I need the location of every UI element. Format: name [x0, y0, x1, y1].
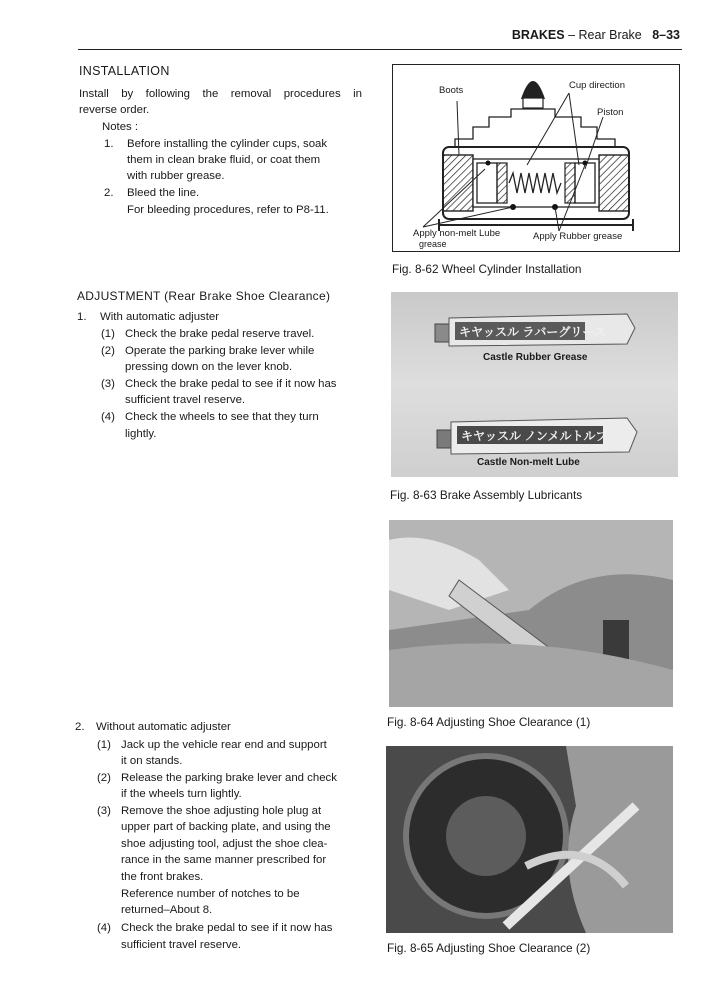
label-cup-direction: Cup direction [569, 80, 625, 91]
shoe-clearance-photo-2 [386, 746, 673, 933]
left-boot [443, 155, 473, 211]
notes-label: Notes : [102, 121, 139, 133]
step2-4-number: (4) [97, 922, 111, 934]
step1-3-line2: sufficient travel reserve. [125, 394, 246, 406]
wheel-cylinder-diagram [392, 64, 680, 252]
step2-2-number: (2) [97, 772, 111, 784]
step2-number: 2. [75, 721, 85, 733]
step1-2-line2: pressing down on the lever knob. [125, 361, 293, 373]
step1-1-number: (1) [101, 328, 115, 340]
left-piston [477, 163, 497, 203]
step2-3-line4: rance in the same manner prescribed for [121, 854, 327, 866]
step2-2-line2: if the wheels turn lightly. [121, 788, 242, 800]
label-piston: Piston [597, 107, 624, 118]
page-header [512, 28, 680, 42]
step2-3-line5: the front brakes. [121, 871, 204, 883]
step1-4-line2: lightly. [125, 428, 157, 440]
note1-number: 1. [104, 138, 114, 150]
step1-4-number: (4) [101, 411, 115, 423]
right-boot [599, 155, 629, 211]
step1-number: 1. [77, 311, 87, 323]
fig65-caption: Fig. 8-65 Adjusting Shoe Clearance (2) [387, 941, 591, 955]
adjustment-heading: ADJUSTMENT (Rear Brake Shoe Clearance) [77, 289, 331, 303]
tube1-japanese-label: キヤッスル ラバーグリース [459, 325, 606, 339]
fig63-caption: Fig. 8-63 Brake Assembly Lubricants [390, 488, 583, 502]
note2-line1: Bleed the line. [127, 187, 200, 199]
step2-3-line6: Reference number of notches to be [121, 888, 300, 900]
fig62-caption: Fig. 8-62 Wheel Cylinder Installation [392, 262, 582, 276]
step1-3-number: (3) [101, 378, 115, 390]
step1-3-line1: Check the brake pedal to see if it now has [125, 378, 337, 390]
installation-intro-line2: reverse order. [79, 104, 150, 116]
step2-3-line3: shoe adjusting tool, adjust the shoe clea- [121, 838, 328, 850]
tube2-japanese-label: キヤッスル ノンメルトルブ [461, 429, 608, 443]
step2-3-line1: Remove the shoe adjusting hole plug at [121, 805, 322, 817]
step2-3-line2: upper part of backing plate, and using the [121, 821, 331, 833]
note1-line1: Before installing the cylinder cups, soak [127, 138, 328, 150]
note2-line2: For bleeding procedures, refer to P8-11. [127, 204, 329, 216]
step2-4-line2: sufficient travel reserve. [121, 939, 242, 951]
step2-3-number: (3) [97, 805, 111, 817]
label-boots: Boots [439, 85, 464, 96]
label-nonmelt-line2: grease [419, 239, 447, 249]
step1-4-line1: Check the wheels to see that they turn [125, 411, 319, 423]
note1-line3: with rubber grease. [127, 170, 225, 182]
step1-1-text: Check the brake pedal reserve travel. [125, 328, 315, 340]
step2-4-line1: Check the brake pedal to see if it now has [121, 922, 333, 934]
fig64-caption: Fig. 8-64 Adjusting Shoe Clearance (1) [387, 715, 591, 729]
header-subsection: – Rear Brake [568, 28, 642, 42]
note1-line2: them in clean brake fluid, or coat them [127, 154, 321, 166]
note2-number: 2. [104, 187, 114, 199]
lubricant-tubes-drawing [391, 292, 678, 477]
tube2-label: Castle Non-melt Lube [477, 457, 580, 468]
label-nonmelt-line1: Apply non-melt Lube [413, 228, 501, 239]
step2-3-line7: returned–About 8. [121, 904, 213, 916]
step2-1-line1: Jack up the vehicle rear end and support [121, 739, 327, 751]
parking-lever-drawing [389, 520, 673, 707]
header-rule [78, 49, 682, 50]
tube1-label: Castle Rubber Grease [483, 352, 588, 363]
step2-1-line2: it on stands. [121, 755, 183, 767]
step1-2-number: (2) [101, 345, 115, 357]
step2-title: Without automatic adjuster [96, 721, 231, 733]
step1-title: With automatic adjuster [100, 311, 220, 323]
wheel-cylinder-drawing [393, 65, 679, 251]
lubricants-photo [391, 292, 678, 477]
installation-heading: INSTALLATION [79, 64, 170, 78]
step2-1-number: (1) [97, 739, 111, 751]
installation-intro-line1: Install by following the removal procedures in [79, 88, 362, 100]
shoe-clearance-photo-1 [389, 520, 673, 707]
bleeder-cap [521, 81, 545, 99]
label-rubber-grease: Apply Rubber grease [533, 231, 623, 242]
step1-2-line1: Operate the parking brake lever while [125, 345, 315, 357]
adjusting-tool-drawing [386, 746, 673, 933]
page-number: 8–33 [652, 28, 680, 42]
step2-2-line1: Release the parking brake lever and check [121, 772, 337, 784]
header-section: BRAKES [511, 28, 565, 42]
